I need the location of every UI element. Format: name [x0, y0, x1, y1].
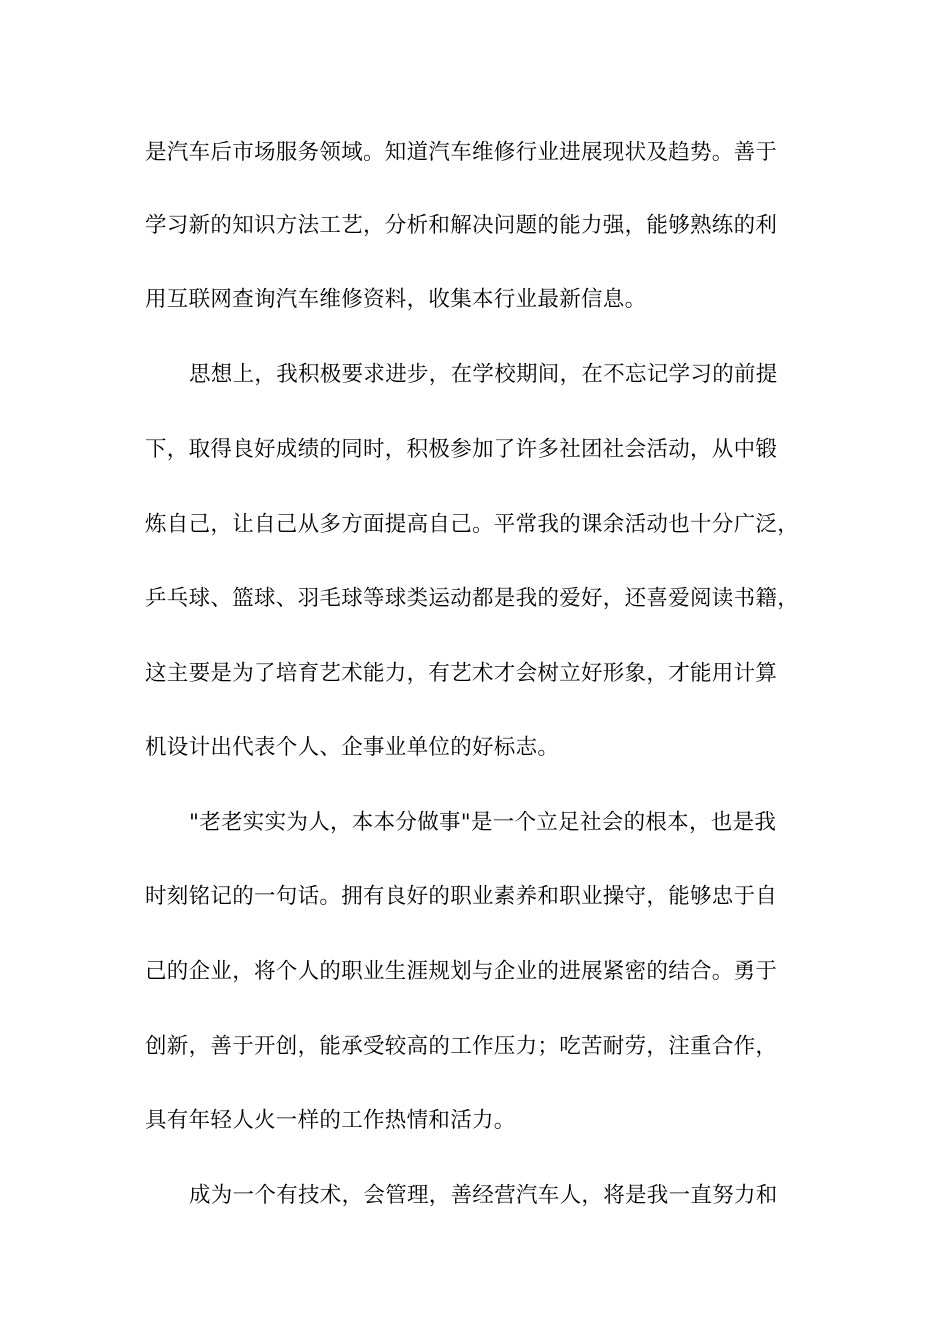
- text-line: 成为一个有技术，会管理，善经营汽车人，将是我一直努力和: [189, 1183, 778, 1208]
- text-line: 炼自己，让自己从多方面提高自己。平常我的课余活动也十分广泛，: [145, 512, 800, 537]
- text-line: 是汽车后市场服务领域。知道汽车维修行业进展现状及趋势。善于: [145, 140, 778, 165]
- text-line: "老老实实为人，本本分做事"是一个立足社会的根本，也是我: [189, 810, 777, 835]
- text-line: 机设计出代表个人、企事业单位的好标志。: [145, 735, 560, 760]
- text-line: 创新，善于开创，能承受较高的工作压力；吃苦耐劳，注重合作，: [145, 1034, 778, 1059]
- text-line: 乒乓球、篮球、羽毛球等球类运动都是我的爱好，还喜爱阅读书籍，: [145, 586, 800, 611]
- text-line: 具有年轻人火一样的工作热情和活力。: [145, 1108, 516, 1133]
- text-line: 己的企业，将个人的职业生涯规划与企业的进展紧密的结合。勇于: [145, 959, 778, 984]
- text-line: 学习新的知识方法工艺，分析和解决问题的能力强，能够熟练的利: [145, 213, 778, 238]
- text-line: 用互联网查询汽车维修资料，收集本行业最新信息。: [145, 287, 647, 312]
- text-line: 下，取得良好成绩的同时，积极参加了许多社团社会活动，从中锻: [145, 437, 778, 462]
- text-line: 时刻铭记的一句话。拥有良好的职业素养和职业操守，能够忠于自: [145, 884, 778, 909]
- text-line: 思想上，我积极要求进步，在学校期间，在不忘记学习的前提: [189, 362, 778, 387]
- text-line: 这主要是为了培育艺术能力，有艺术才会树立好形象，才能用计算: [145, 661, 778, 686]
